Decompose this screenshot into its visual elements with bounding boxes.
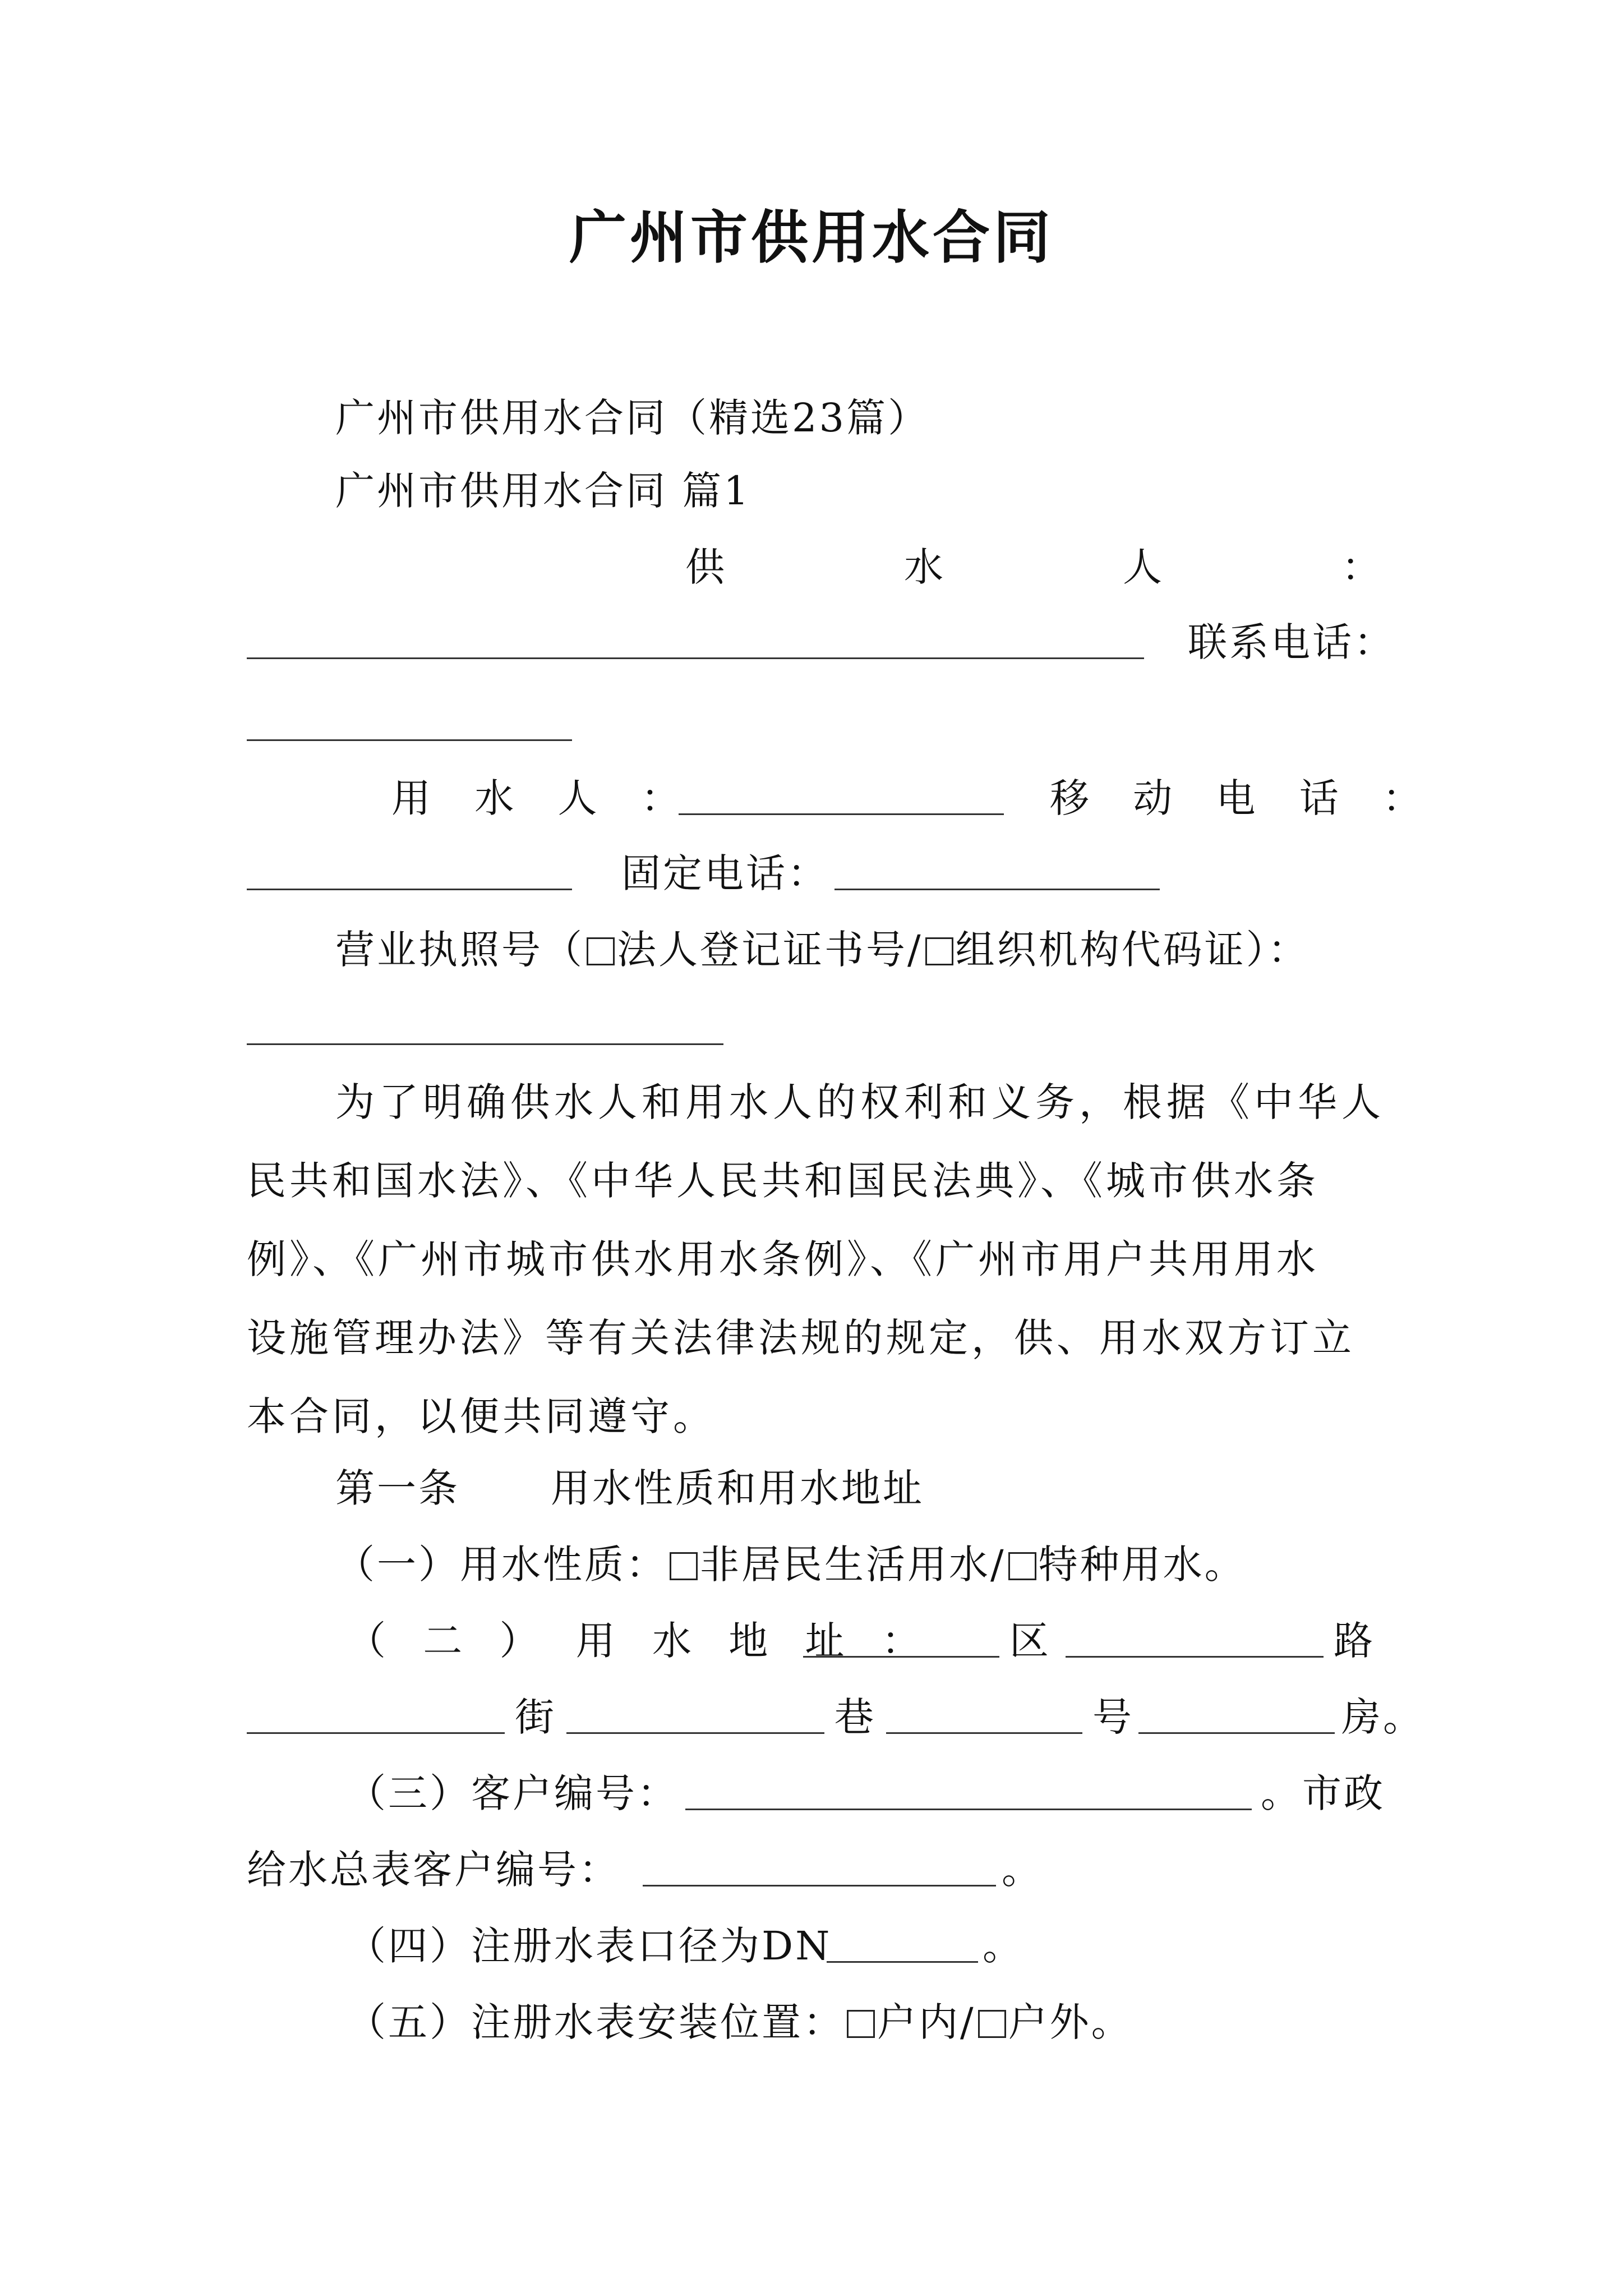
meter-size-end: 。 <box>983 1923 1024 1969</box>
address-number-label: 号 <box>1092 1694 1134 1740</box>
master-meter-end: 。 <box>1002 1847 1043 1893</box>
meter-size-prefix: （四）注册水表口径为DN <box>347 1923 832 1969</box>
intro-line-3: 例》、《广州市城市供水用水条例》、《广州市用户共用用水 <box>247 1236 1319 1282</box>
water-nature-option-1: 非居民生活用水/ <box>700 1542 1006 1588</box>
address-road-blank[interactable] <box>1066 1656 1324 1658</box>
article-1-title: 用水性质和用水地址 <box>551 1465 924 1511</box>
supplier-label-char-3: 人 <box>1123 544 1164 590</box>
license-option-1: 法人登记证书号/ <box>617 927 923 973</box>
address-district-blank[interactable] <box>803 1656 999 1658</box>
address-room-label: 房。 <box>1341 1694 1424 1740</box>
address-district-label: 区 <box>1009 1618 1051 1664</box>
address-number-blank[interactable] <box>886 1732 1082 1734</box>
customer-number-prefix: （三）客户编号： <box>347 1770 679 1816</box>
user-fixed-phone-blank[interactable] <box>834 889 1160 890</box>
water-nature-option-2: 特种用水。 <box>1038 1542 1246 1588</box>
customer-number-blank[interactable] <box>685 1809 1252 1810</box>
supplier-phone-blank[interactable] <box>247 739 572 741</box>
master-meter-label: 给水总表客户编号： <box>247 1847 620 1893</box>
intro-line-1: 为了明确供水人和用水人的权利和义务，根据《中华人 <box>335 1079 1385 1125</box>
checkbox-org-code[interactable] <box>925 937 953 965</box>
intro-line-5: 本合同，以便共同遵守。 <box>247 1393 716 1439</box>
supplier-name-blank[interactable] <box>247 657 1144 659</box>
checkbox-special-use[interactable] <box>1008 1552 1036 1580</box>
user-name-blank[interactable] <box>679 813 1004 815</box>
meter-location-option-2: 户外。 <box>1008 1999 1133 2045</box>
address-prefix: （ 二 ） 用 水 地 址 ： <box>347 1618 933 1664</box>
intro-line-4: 设施管理办法》等有关法律法规的规定，供、用水双方订立 <box>247 1315 1355 1361</box>
water-nature-line <box>335 1539 1246 1590</box>
address-room-blank[interactable] <box>1138 1732 1335 1734</box>
license-prefix: 营业执照号（ <box>335 927 584 973</box>
user-mobile-blank[interactable] <box>247 889 572 890</box>
user-mobile-label: 移 动 电 话 ： <box>1050 775 1438 821</box>
intro-line-2: 民共和国水法》、《中华人民共和国民法典》、《城市供水条 <box>247 1158 1319 1204</box>
license-line <box>335 924 1310 975</box>
section-heading: 广州市供用水合同 篇1 <box>335 468 751 514</box>
checkbox-non-resident[interactable] <box>670 1552 698 1580</box>
checkbox-legal-person[interactable] <box>587 937 615 965</box>
checkbox-outdoor[interactable] <box>978 2010 1006 2038</box>
meter-location-option-1: 户内/ <box>877 1999 976 2045</box>
subtitle: 广州市供用水合同（精选23篇） <box>335 395 930 441</box>
supplier-label-char-2: 水 <box>904 544 946 590</box>
address-lane-label: 巷 <box>834 1694 876 1740</box>
address-lane-blank[interactable] <box>566 1732 824 1734</box>
license-number-blank[interactable] <box>247 1043 723 1045</box>
supplier-phone-label: 联系电话： <box>1188 619 1395 665</box>
user-fixed-phone-label: 固定电话： <box>621 850 829 896</box>
meter-location-prefix: （五）注册水表安装位置： <box>347 1999 845 2045</box>
customer-number-suffix: 。市政 <box>1261 1770 1385 1816</box>
master-meter-blank[interactable] <box>643 1885 996 1887</box>
meter-location-line <box>347 1997 1133 2047</box>
checkbox-indoor[interactable] <box>847 2010 875 2038</box>
supplier-label-colon: ： <box>1341 544 1383 590</box>
supplier-label-char-1: 供 <box>685 544 727 590</box>
user-label: 用 水 人 ： <box>391 775 696 821</box>
water-nature-prefix: （一）用水性质： <box>335 1542 667 1588</box>
address-street-blank[interactable] <box>247 1732 505 1734</box>
meter-size-blank[interactable] <box>827 1961 978 1963</box>
article-1-number: 第一条 <box>335 1465 460 1511</box>
document-title: 广州市供用水合同 <box>569 205 1054 272</box>
address-street-label: 街 <box>515 1694 556 1740</box>
license-option-2: 组织机构代码证）： <box>955 927 1310 973</box>
address-road-label: 路 <box>1334 1618 1375 1664</box>
